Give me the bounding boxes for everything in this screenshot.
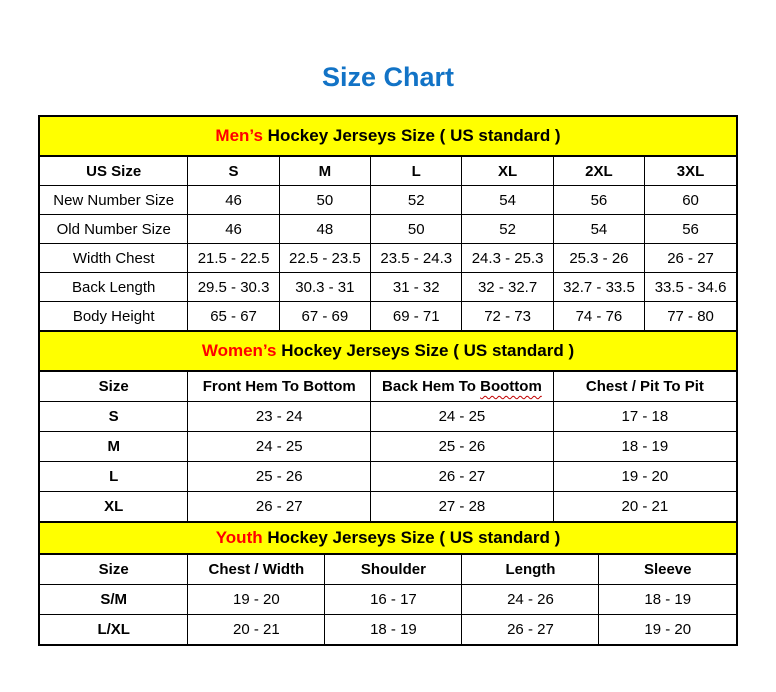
cell-value: 56 <box>553 186 644 215</box>
size-chart-tables <box>38 115 738 646</box>
cell-value: 52 <box>371 186 462 215</box>
column-header: 2XL <box>553 157 644 186</box>
banner-highlight-womens: Women’s <box>201 341 277 360</box>
cell-value: 60 <box>645 186 736 215</box>
section-banner-youth <box>40 521 736 555</box>
column-header: Sleeve <box>599 555 736 585</box>
table-row <box>40 215 736 244</box>
cell-value: 26 - 27 <box>371 462 554 492</box>
cell-value: 72 - 73 <box>462 302 553 331</box>
column-header: Length <box>462 555 599 585</box>
table-row <box>40 402 736 432</box>
banner-text-youth: Hockey Jerseys Size ( US standard ) <box>262 528 561 547</box>
cell-value: 18 - 19 <box>325 615 462 645</box>
row-label: S/M <box>40 585 188 615</box>
cell-value: 26 - 27 <box>462 615 599 645</box>
cell-value: 18 - 19 <box>599 585 736 615</box>
banner-text-womens: Hockey Jerseys Size ( US standard ) <box>276 341 575 360</box>
cell-value: 23.5 - 24.3 <box>371 244 462 273</box>
cell-value: 33.5 - 34.6 <box>645 273 736 302</box>
cell-value: 27 - 28 <box>371 492 554 522</box>
cell-value: 32.7 - 33.5 <box>553 273 644 302</box>
header-row <box>40 372 736 402</box>
row-label: Width Chest <box>40 244 188 273</box>
row-label: New Number Size <box>40 186 188 215</box>
cell-value: 24 - 25 <box>188 432 371 462</box>
table-row <box>40 492 736 522</box>
section-banner-womens <box>40 330 736 372</box>
cell-value: 19 - 20 <box>553 462 736 492</box>
cell-value: 50 <box>371 215 462 244</box>
column-header: Front Hem To Bottom <box>188 372 371 402</box>
youth-size-table <box>40 555 736 644</box>
column-header: Size <box>40 372 188 402</box>
column-header: Size <box>40 555 188 585</box>
header-row <box>40 555 736 585</box>
column-header: Shoulder <box>325 555 462 585</box>
row-label: Old Number Size <box>40 215 188 244</box>
cell-value: 77 - 80 <box>645 302 736 331</box>
column-header: L <box>371 157 462 186</box>
cell-value: 30.3 - 31 <box>279 273 370 302</box>
column-header: M <box>279 157 370 186</box>
table-row <box>40 244 736 273</box>
cell-value: 46 <box>188 215 279 244</box>
row-label: M <box>40 432 188 462</box>
cell-value: 19 - 20 <box>599 615 736 645</box>
cell-value: 24.3 - 25.3 <box>462 244 553 273</box>
cell-value: 48 <box>279 215 370 244</box>
cell-value: 20 - 21 <box>188 615 325 645</box>
column-header: XL <box>462 157 553 186</box>
mens-size-table <box>40 157 736 330</box>
row-label: XL <box>40 492 188 522</box>
cell-value: 25.3 - 26 <box>553 244 644 273</box>
cell-value: 23 - 24 <box>188 402 371 432</box>
cell-value: 56 <box>645 215 736 244</box>
cell-value: 50 <box>279 186 370 215</box>
cell-value: 29.5 - 30.3 <box>188 273 279 302</box>
section-banner-mens <box>40 117 736 157</box>
row-label: Body Height <box>40 302 188 331</box>
cell-value: 19 - 20 <box>188 585 325 615</box>
cell-value: 46 <box>188 186 279 215</box>
cell-value: 69 - 71 <box>371 302 462 331</box>
cell-value: 65 - 67 <box>188 302 279 331</box>
column-header: Chest / Pit To Pit <box>553 372 736 402</box>
column-header: 3XL <box>645 157 736 186</box>
cell-value: 20 - 21 <box>553 492 736 522</box>
cell-value: 17 - 18 <box>553 402 736 432</box>
cell-value: 52 <box>462 215 553 244</box>
page-title: Size Chart <box>321 62 455 92</box>
cell-value: 26 - 27 <box>188 492 371 522</box>
cell-value: 54 <box>462 186 553 215</box>
cell-value: 22.5 - 23.5 <box>279 244 370 273</box>
header-row <box>40 157 736 186</box>
table-row <box>40 432 736 462</box>
table-row <box>40 186 736 215</box>
cell-value: 54 <box>553 215 644 244</box>
cell-value: 67 - 69 <box>279 302 370 331</box>
row-label: Back Length <box>40 273 188 302</box>
cell-value: 32 - 32.7 <box>462 273 553 302</box>
cell-value: 24 - 26 <box>462 585 599 615</box>
cell-value: 16 - 17 <box>325 585 462 615</box>
cell-value: 26 - 27 <box>645 244 736 273</box>
column-header: US Size <box>40 157 188 186</box>
cell-value: 25 - 26 <box>371 432 554 462</box>
cell-value: 18 - 19 <box>553 432 736 462</box>
table-row <box>40 585 736 615</box>
table-row <box>40 302 736 331</box>
cell-value: 21.5 - 22.5 <box>188 244 279 273</box>
table-row <box>40 273 736 302</box>
row-label: L <box>40 462 188 492</box>
banner-highlight-mens: Men’s <box>215 126 263 145</box>
womens-size-table <box>40 372 736 521</box>
cell-value: 74 - 76 <box>553 302 644 331</box>
column-header: Chest / Width <box>188 555 325 585</box>
row-label: L/XL <box>40 615 188 645</box>
banner-highlight-youth: Youth <box>215 528 263 547</box>
cell-value: 31 - 32 <box>371 273 462 302</box>
row-label: S <box>40 402 188 432</box>
table-row <box>40 615 736 645</box>
cell-value: 25 - 26 <box>188 462 371 492</box>
cell-value: 24 - 25 <box>371 402 554 432</box>
table-row <box>40 462 736 492</box>
misspelled-word-underline: Boottom <box>480 378 542 395</box>
column-header: S <box>188 157 279 186</box>
banner-text-mens: Hockey Jerseys Size ( US standard ) <box>262 126 561 145</box>
column-header: Back Hem To Boottom <box>371 372 554 402</box>
